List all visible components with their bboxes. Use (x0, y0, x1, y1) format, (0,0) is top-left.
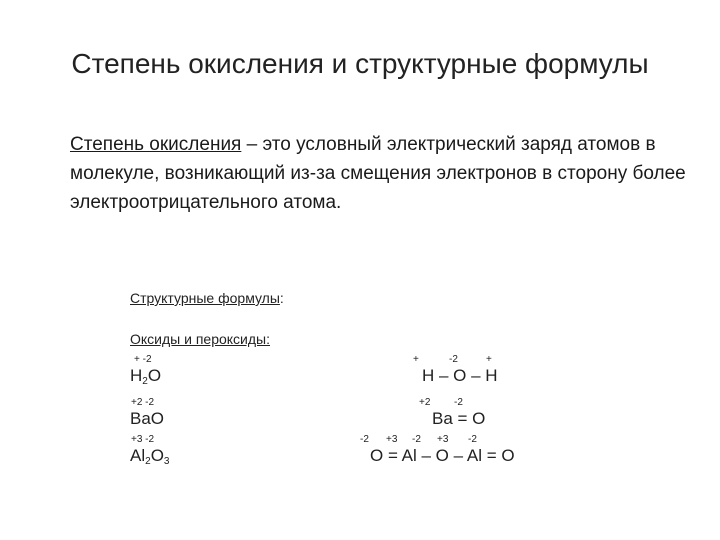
al2o3-charges: +3 -2 (131, 434, 155, 445)
al2o3-formula-subscript: 3 (163, 456, 170, 467)
h2o-formula-subscript: 2 (142, 376, 148, 387)
definition-paragraph (70, 130, 710, 217)
al2o3-formula-part: Al (130, 446, 146, 465)
o-al-o-al-o-charge: +3 (386, 434, 398, 445)
ba-o-charge: -2 (454, 397, 463, 408)
h-o-h-charge: + (486, 354, 492, 365)
structural-heading-colon: : (279, 290, 284, 306)
oxides-heading: Оксиды и пероксиды: (130, 331, 270, 347)
definition-term: Степень окисления (70, 134, 242, 155)
h2o-formula-part: O (147, 366, 162, 385)
h2o-formula (130, 366, 161, 387)
al2o3-formula-subscript: 2 (145, 456, 151, 467)
o-al-o-al-o-charge: -2 (468, 434, 477, 445)
h-o-h-charge: + (413, 354, 419, 365)
slide-title: Степень окисления и структурные формулы (71, 48, 649, 79)
h2o-formula-part: H (130, 366, 143, 385)
al2o3-formula-part: O (150, 446, 164, 465)
o-al-o-al-o-charge: -2 (360, 434, 369, 445)
o-al-o-al-o-charge: -2 (412, 434, 421, 445)
ba-o-charge: +2 (419, 397, 431, 408)
definition-text: – это условный электрический заряд атомов в молекуле, возникающий из-за смещения электронов в сторону более электроотрицательного атома. (70, 134, 686, 213)
h2o-charges: + -2 (134, 354, 152, 365)
o-al-o-al-o-structural-formula: O = Al – O – Al = O (370, 446, 515, 465)
h-o-h-structural-formula: H – O – H (422, 366, 498, 385)
structural-heading-label: Структурные формулы (130, 290, 280, 306)
h-o-h-charge: -2 (449, 354, 458, 365)
bao-formula: BaO (130, 409, 165, 428)
al2o3-formula (130, 446, 169, 467)
bao-charges: +2 -2 (131, 397, 155, 408)
structural-heading (130, 290, 284, 306)
ba-o-structural-formula: Ba = O (432, 409, 486, 428)
o-al-o-al-o-charge: +3 (437, 434, 449, 445)
